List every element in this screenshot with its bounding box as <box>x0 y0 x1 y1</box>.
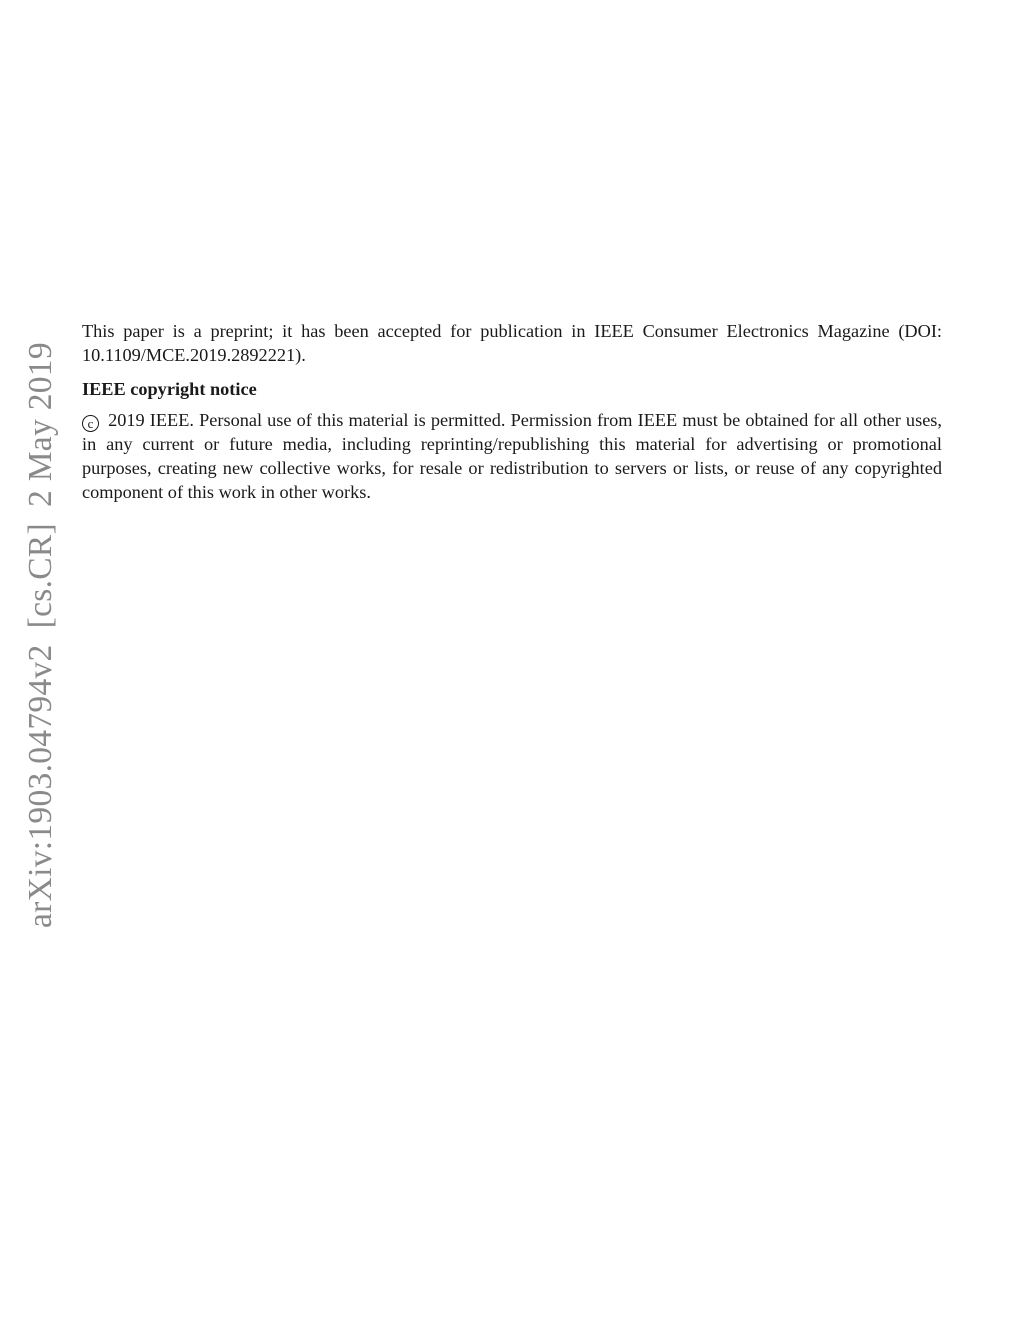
arxiv-identifier: arXiv:1903.04794v2 <box>22 644 59 928</box>
preprint-notice: This paper is a preprint; it has been accepted for publication in IEEE Consumer Electronics Magazine (DOI: 10.1109/MCE.2019.2892221). <box>82 321 942 365</box>
copyright-paragraph <box>82 408 942 504</box>
copyright-icon: c <box>82 415 99 432</box>
copyright-heading: IEEE copyright notice <box>82 379 257 399</box>
copyright-text: 2019 IEEE. Personal use of this material is permitted. Permission from IEEE must be obtained for all other uses, in any current or future media, including reprinting/republishing this material for advertising or promotional purposes, creating new collective works, for resale or redistribution to servers or lists, or reuse of any copyrighted component of this work in other works. <box>82 410 942 502</box>
arxiv-stamp <box>24 342 58 928</box>
notice-content <box>82 319 942 504</box>
arxiv-date: 2 May 2019 <box>22 342 59 507</box>
arxiv-category: [cs.CR] <box>22 523 59 629</box>
